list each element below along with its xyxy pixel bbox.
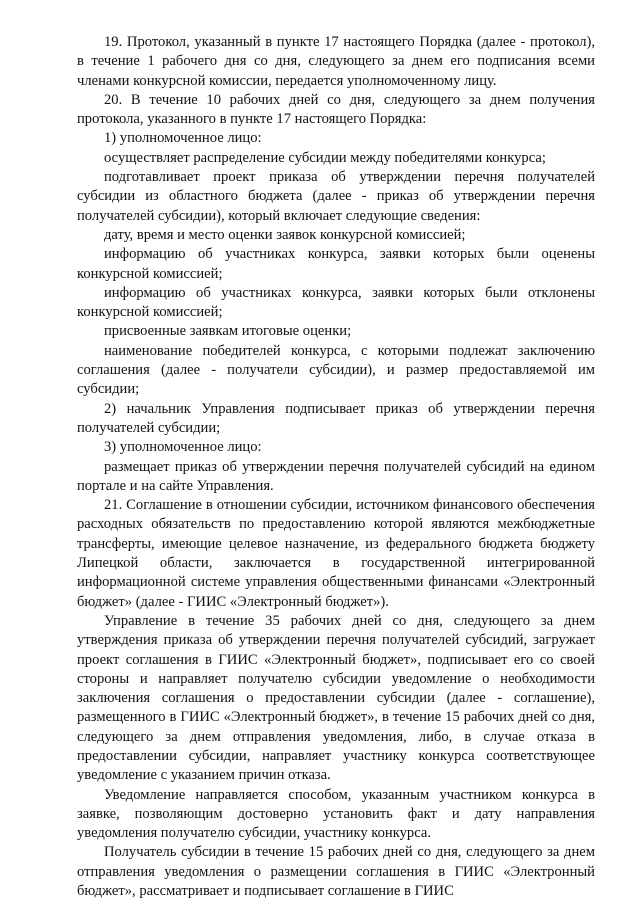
document-page: [77, 33, 595, 901]
paragraph-20-1-scores: присвоенные заявкам итоговые оценки;: [104, 323, 352, 340]
paragraph-20-3-publish: размещает приказ об утверждении перечня получателей субсидий на едином портале и на сайте Управления.: [77, 458, 595, 494]
paragraph-20-item-2: 2) начальник Управления подписывает приказ об утверждении перечня получателей субсидии;: [77, 400, 595, 436]
paragraph-20-1-date-time: дату, время и место оценки заявок конкурсной комиссией;: [104, 226, 466, 243]
paragraph-20-1-evaluated: информацию об участниках конкурса, заявки которых были оценены конкурсной комиссией;: [77, 246, 595, 282]
paragraph-21-department: Управление в течение 35 рабочих дней со дня, следующего за днем утверждения приказа об утверждении перечня получателей субсидий, загружает проект соглашения в ГИИС «Электронный бюджет», подписывает его со своей стороны и направляет получателю субсидии уведомление о необходимости заключения соглашения о предоставлении субсидии (далее - соглашение), размещенного в ГИИС «Электронный бюджет», в течение 15 рабочих дней со дня, следующего за днем отправления уведомления, либо, в случае отказа в предоставлении субсидии, направляет участнику конкурса соответствующее уведомление с указанием причин отказа.: [77, 612, 595, 784]
paragraph-20-1-distribution: осуществляет распределение субсидии между победителями конкурса;: [104, 149, 546, 166]
paragraph-21: 21. Соглашение в отношении субсидии, источником финансового обеспечения расходных обязательств по предоставлению которой являются межбюджетные трансферты, имеющие целевое назначение, из федерального бюджета бюджету Липецкой области, заключается в государственной интегрированной информационной системе управления общественными финансами «Электронный бюджет» (далее - ГИИС «Электронный бюджет»).: [77, 497, 595, 610]
paragraph-19: 19. Протокол, указанный в пункте 17 настоящего Порядка (далее - протокол), в течение 1 рабочего дня со дня, следующего за днем его подписания всеми членами конкурсной комиссии, передается уполномоченному лицу.: [77, 34, 595, 89]
paragraph-20-item-1: 1) уполномоченное лицо:: [104, 130, 262, 147]
paragraph-21-notification: Уведомление направляется способом, указанным участником конкурса в заявке, позволяющим достоверно установить факт и дату направления уведомления получателю субсидии, участнику конкурса.: [77, 786, 595, 842]
paragraph-21-recipient: Получатель субсидии в течение 15 рабочих дней со дня, следующего за днем отправления уведомления о размещении соглашения в ГИИС «Электронный бюджет», рассматривает и подписывает соглашение в ГИИС: [77, 844, 595, 900]
paragraph-20-1-rejected: информацию об участниках конкурса, заявки которых были отклонены конкурсной комиссией;: [77, 284, 595, 321]
paragraph-20: 20. В течение 10 рабочих дней со дня, следующего за днем получения протокола, указанного в пункте 17 настоящего Порядка:: [77, 91, 595, 128]
paragraph-20-1-draft-order: подготавливает проект приказа об утверждении перечня получателей субсидии из областного бюджета (далее - приказ об утверждении перечня получателей субсидии), который включает следующие сведения:: [77, 169, 595, 224]
paragraph-20-1-winners: наименование победителей конкурса, с которыми подлежат заключению соглашения (далее - получатели субсидии), и размер предоставляемой им субсидии;: [77, 342, 595, 398]
paragraph-20-item-3: 3) уполномоченное лицо:: [104, 439, 262, 456]
